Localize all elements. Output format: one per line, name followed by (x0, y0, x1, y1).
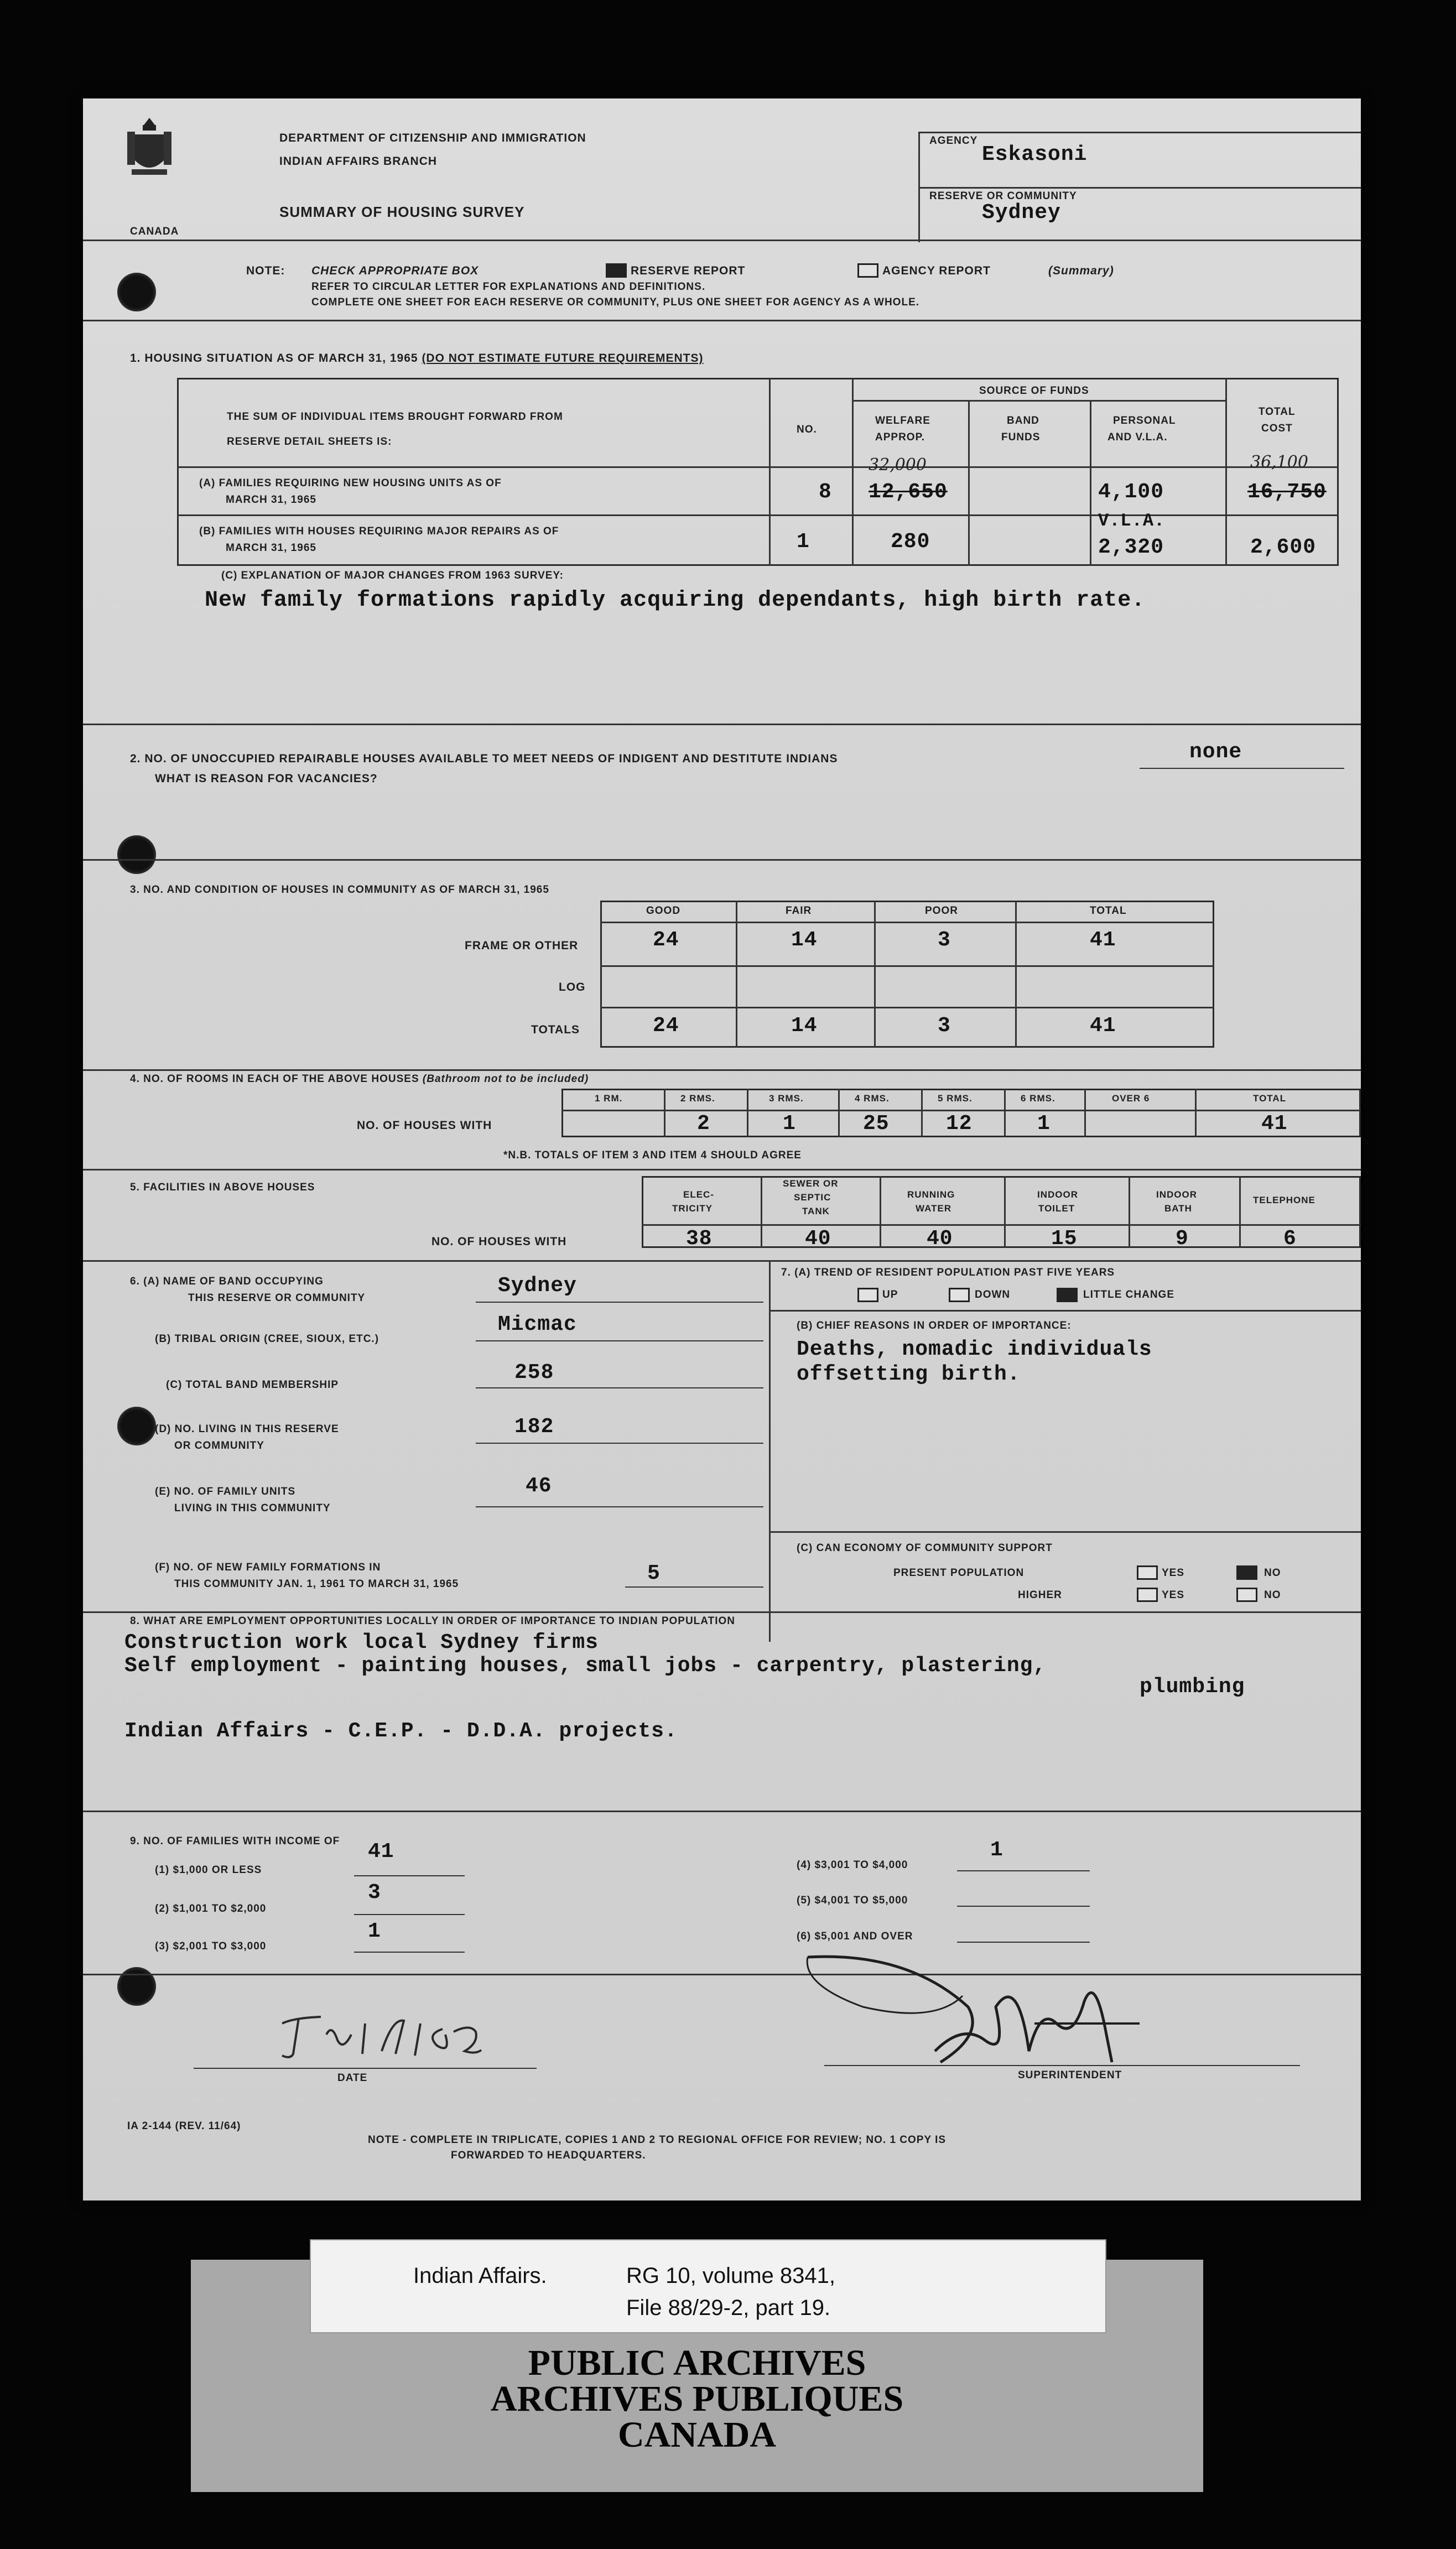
s3-row-frame-label: FRAME OR OTHER (465, 939, 579, 952)
s7-higher-yes-checkbox[interactable] (1137, 1588, 1158, 1602)
s5-col-3a: RUNNING (907, 1189, 955, 1200)
s5-col-2a: SEWER OR (783, 1178, 839, 1189)
s4-val-3: 1 (783, 1112, 796, 1136)
s8-line-1: Construction work local Sydney firms (124, 1631, 599, 1655)
note-line-2: REFER TO CIRCULAR LETTER FOR EXPLANATIONS AND DEFINITIONS. (311, 281, 706, 293)
agency-report-label: AGENCY REPORT (882, 264, 991, 277)
survey-form (83, 98, 1361, 2201)
s3-row-log-label: LOG (559, 981, 586, 993)
s6-b-value: Micmac (498, 1313, 577, 1336)
reserve-label: RESERVE OR COMMUNITY (929, 190, 1077, 202)
department-label: DEPARTMENT OF CITIZENSHIP AND IMMIGRATION (279, 132, 586, 144)
agency-report-checkbox[interactable] (857, 263, 878, 278)
s5-title: 5. FACILITIES IN ABOVE HOUSES (130, 1182, 315, 1193)
note-check-text: CHECK APPROPRIATE BOX (311, 264, 479, 277)
s7-down-checkbox[interactable] (949, 1288, 970, 1302)
s1-col-welfare-1: WELFARE (875, 415, 930, 426)
s1-row-b-label-2: MARCH 31, 1965 (226, 542, 316, 554)
s6-b-label: (B) TRIBAL ORIGIN (CREE, SIOUX, ETC.) (155, 1333, 379, 1345)
s6-f-label-1: (F) NO. OF NEW FAMILY FORMATIONS IN (155, 1562, 381, 1573)
s7-b-value-2: offsetting birth. (797, 1362, 1021, 1386)
caption-left: Indian Affairs. (413, 2264, 547, 2288)
s6-f-value: 5 (647, 1562, 661, 1585)
s2-line-1: 2. NO. OF UNOCCUPIED REPAIRABLE HOUSES AVAILABLE TO MEET NEEDS OF INDIGENT AND DESTITUTE INDIANS (130, 752, 838, 765)
s4-col-1: 1 RM. (595, 1093, 623, 1104)
s7-a-label: 7. (A) TREND OF RESIDENT POPULATION PAST FIVE YEARS (781, 1267, 1115, 1278)
binder-hole-4 (117, 1967, 156, 2006)
s4-col-6: 6 RMS. (1021, 1093, 1055, 1104)
s6-d-value: 182 (514, 1415, 554, 1439)
date-label: DATE (337, 2072, 368, 2084)
s3-frame-poor: 3 (938, 928, 951, 952)
s1-col-personal-2: AND V.L.A. (1107, 431, 1168, 443)
s5-row-label: NO. OF HOUSES WITH (431, 1235, 567, 1248)
s5-col-5a: INDOOR (1156, 1189, 1197, 1200)
s7-higher-label: HIGHER (1018, 1589, 1062, 1601)
s3-totals-poor: 3 (938, 1014, 951, 1038)
s6-d-label-2: OR COMMUNITY (174, 1440, 264, 1452)
s7-up-checkbox[interactable] (857, 1288, 878, 1302)
s9-title: 9. NO. OF FAMILIES WITH INCOME OF (130, 1835, 340, 1847)
s4-col-7: OVER 6 (1112, 1093, 1150, 1104)
s9-r1-value: 41 (368, 1840, 394, 1864)
s4-val-6: 1 (1037, 1112, 1051, 1136)
s1-row-a-personal: 4,100 (1098, 480, 1164, 504)
s7-up-label: UP (882, 1289, 898, 1300)
s9-r2-value: 3 (368, 1881, 381, 1905)
s6-e-value: 46 (526, 1474, 552, 1498)
s3-totals-fair: 14 (791, 1014, 818, 1038)
s1-row-b-total: 2,600 (1250, 535, 1317, 559)
s4-val-4: 25 (863, 1112, 890, 1136)
s5-col-1a: ELEC- (683, 1189, 714, 1200)
s2-line-2: WHAT IS REASON FOR VACANCIES? (155, 772, 378, 785)
s6-c-value: 258 (514, 1361, 554, 1385)
s3-col-total: TOTAL (1090, 905, 1127, 917)
s1-sum-text-1: THE SUM OF INDIVIDUAL ITEMS BROUGHT FORWARD FROM (227, 411, 563, 423)
s9-r1-label: (1) $1,000 OR LESS (155, 1864, 262, 1876)
s5-val-water: 40 (927, 1227, 953, 1251)
s4-col-4: 4 RMS. (855, 1093, 890, 1104)
s3-frame-total: 41 (1090, 928, 1116, 952)
s3-col-fair: FAIR (786, 905, 812, 917)
date-handwriting-icon (260, 2001, 537, 2068)
s1-row-b-personal-top: V.L.A. (1098, 511, 1166, 531)
s1-row-c-label: (C) EXPLANATION OF MAJOR CHANGES FROM 1963 SURVEY: (221, 570, 564, 581)
s1-sum-text-2: RESERVE DETAIL SHEETS IS: (227, 436, 392, 448)
s6-f-label-2: THIS COMMUNITY JAN. 1, 1961 TO MARCH 31, 1965 (174, 1578, 459, 1590)
s6-d-label-1: (D) NO. LIVING IN THIS RESERVE (155, 1423, 339, 1435)
caption-right-1: RG 10, volume 8341, (626, 2264, 835, 2288)
branch-label: INDIAN AFFAIRS BRANCH (279, 155, 438, 168)
archives-line-3: CANADA (618, 2415, 776, 2455)
s1-col-no: NO. (797, 424, 817, 435)
archives-line-2: ARCHIVES PUBLIQUES (490, 2379, 904, 2419)
s1-source-of-funds: SOURCE OF FUNDS (979, 385, 1089, 397)
s6-a-label-1: 6. (A) NAME OF BAND OCCUPYING (130, 1276, 324, 1287)
s9-r2-label: (2) $1,001 TO $2,000 (155, 1903, 267, 1915)
s7-b-label: (B) CHIEF REASONS IN ORDER OF IMPORTANCE: (797, 1320, 1072, 1331)
s4-val-5: 12 (946, 1112, 973, 1136)
footer-note-2: FORWARDED TO HEADQUARTERS. (451, 2150, 646, 2161)
note-label: NOTE: (246, 264, 285, 277)
archives-line-1: PUBLIC ARCHIVES (528, 2343, 866, 2383)
s6-c-label: (C) TOTAL BAND MEMBERSHIP (166, 1379, 339, 1391)
s4-nb: *N.B. TOTALS OF ITEM 3 AND ITEM 4 SHOULD AGREE (503, 1149, 802, 1161)
s7-higher-no-label: NO (1264, 1589, 1281, 1601)
s3-totals-total: 41 (1090, 1014, 1116, 1038)
agency-report-sub: (Summary) (1048, 264, 1114, 277)
s4-col-3: 3 RMS. (769, 1093, 804, 1104)
archive-caption (310, 2239, 1106, 2333)
s9-r3-label: (3) $2,001 TO $3,000 (155, 1941, 267, 1952)
s4-val-2: 2 (697, 1112, 710, 1136)
caption-right-2: File 88/29-2, part 19. (626, 2296, 831, 2320)
s6-a-label-2: THIS RESERVE OR COMMUNITY (188, 1292, 366, 1304)
s3-totals-good: 24 (653, 1014, 679, 1038)
s1-row-b-personal: 2,320 (1098, 535, 1164, 559)
s8-line-3: Indian Affairs - C.E.P. - D.D.A. projects. (124, 1719, 678, 1743)
s1-row-a-label-2: MARCH 31, 1965 (226, 494, 316, 506)
s4-val-total: 41 (1261, 1112, 1288, 1136)
s7-present-yes-checkbox[interactable] (1137, 1565, 1158, 1580)
s3-row-totals-label: TOTALS (531, 1023, 580, 1036)
s9-r3-value: 1 (368, 1919, 381, 1943)
s7-b-value-1: Deaths, nomadic individuals (797, 1338, 1152, 1361)
s1-col-band-1: BAND (1007, 415, 1039, 426)
footer-note-1: NOTE - COMPLETE IN TRIPLICATE, COPIES 1 AND 2 TO REGIONAL OFFICE FOR REVIEW; NO. 1 COPY IS (368, 2134, 947, 2146)
s9-r4-value: 1 (990, 1838, 1003, 1862)
s5-val-bath: 9 (1176, 1227, 1189, 1251)
note-line-3: COMPLETE ONE SHEET FOR EACH RESERVE OR COMMUNITY, PLUS ONE SHEET FOR AGENCY AS A WHOLE. (311, 296, 920, 308)
s5-col-5b: BATH (1164, 1203, 1192, 1214)
s5-col-3b: WATER (916, 1203, 952, 1214)
s3-col-poor: POOR (925, 905, 958, 917)
reserve-report-label: RESERVE REPORT (631, 264, 746, 277)
form-number: IA 2-144 (REV. 11/64) (127, 2120, 241, 2132)
reserve-value: Sydney (982, 201, 1061, 225)
s3-frame-good: 24 (653, 928, 679, 952)
s5-col-6: TELEPHONE (1253, 1195, 1315, 1205)
s5-col-2b: SEPTIC (794, 1192, 831, 1203)
s7-down-label: DOWN (975, 1289, 1011, 1300)
s4-row-label: NO. OF HOUSES WITH (357, 1119, 492, 1132)
s1-col-personal-1: PERSONAL (1113, 415, 1176, 426)
s5-val-electricity: 38 (686, 1227, 713, 1251)
form-title: SUMMARY OF HOUSING SURVEY (279, 204, 525, 220)
s2-value: none (1189, 740, 1242, 764)
s1-row-a-total: 16,750 (1247, 480, 1327, 504)
s1-row-a-no: 8 (819, 480, 832, 504)
s5-val-sewer: 40 (805, 1227, 831, 1251)
s8-title: 8. WHAT ARE EMPLOYMENT OPPORTUNITIES LOCALLY IN ORDER OF IMPORTANCE TO INDIAN POPULATION (130, 1615, 735, 1627)
s4-title: 4. NO. OF ROOMS IN EACH OF THE ABOVE HOUSES (Bathroom not to be included) (130, 1073, 589, 1085)
s1-row-a-total-hand: 36,100 (1250, 452, 1308, 472)
binder-hole-1 (117, 273, 156, 311)
s8-line-2b: plumbing (1140, 1675, 1245, 1699)
agency-label: AGENCY (929, 135, 978, 147)
s4-col-2: 2 RMS. (680, 1093, 715, 1104)
s3-frame-fair: 14 (791, 928, 818, 952)
s7-present-no-checkbox[interactable] (1236, 1565, 1257, 1580)
agency-value: Eskasoni (982, 143, 1088, 167)
s7-little-change-checkbox[interactable] (1057, 1288, 1078, 1302)
s9-r5-label: (5) $4,001 TO $5,000 (797, 1895, 908, 1906)
s4-col-5: 5 RMS. (938, 1093, 973, 1104)
s7-present-no-label: NO (1264, 1567, 1281, 1579)
s5-table (642, 1176, 1361, 1248)
s7-c-label: (C) CAN ECONOMY OF COMMUNITY SUPPORT (797, 1542, 1053, 1554)
binder-hole-2 (117, 835, 156, 874)
superintendent-label: SUPERINTENDENT (1018, 2069, 1122, 2081)
s1-col-total-1: TOTAL (1259, 406, 1296, 418)
canada-label: CANADA (130, 226, 179, 237)
canada-crest-icon (127, 115, 171, 181)
s7-little-change-label: LITTLE CHANGE (1083, 1289, 1174, 1300)
s7-higher-no-checkbox[interactable] (1236, 1588, 1257, 1602)
s1-col-total-2: COST (1261, 423, 1293, 434)
s4-col-8: TOTAL (1253, 1093, 1287, 1104)
s9-r4-label: (4) $3,001 TO $4,000 (797, 1859, 908, 1871)
s5-val-toilet: 15 (1051, 1227, 1078, 1251)
s6-e-label-1: (E) NO. OF FAMILY UNITS (155, 1486, 296, 1497)
s1-row-a-welfare: 12,650 (869, 480, 948, 504)
s7-present-label: PRESENT POPULATION (893, 1567, 1025, 1579)
reserve-report-checkbox[interactable] (606, 263, 627, 278)
s1-col-band-2: FUNDS (1001, 431, 1041, 443)
s5-col-2c: TANK (802, 1206, 830, 1216)
s1-title: 1. HOUSING SITUATION AS OF MARCH 31, 1965 (DO NOT ESTIMATE FUTURE REQUIREMENTS) (130, 352, 704, 365)
s1-row-b-welfare: 280 (891, 530, 930, 554)
s1-row-a-label-1: (A) FAMILIES REQUIRING NEW HOUSING UNITS AS OF (199, 477, 502, 489)
binder-hole-3 (117, 1407, 156, 1445)
s5-col-1b: TRICITY (672, 1203, 713, 1214)
s1-col-welfare-2: APPROP. (875, 431, 925, 443)
s7-present-yes-label: YES (1162, 1567, 1185, 1579)
s5-col-4b: TOILET (1038, 1203, 1075, 1214)
s9-r6-label: (6) $5,001 AND OVER (797, 1931, 913, 1942)
s1-row-a-welfare-hand: 32,000 (869, 455, 927, 475)
s8-line-2: Self employment - painting houses, small jobs - carpentry, plastering, (124, 1654, 1047, 1678)
s1-row-b-label-1: (B) FAMILIES WITH HOUSES REQUIRING MAJOR REPAIRS AS OF (199, 526, 559, 537)
s6-e-label-2: LIVING IN THIS COMMUNITY (174, 1502, 331, 1514)
s1-row-c-value: New family formations rapidly acquiring dependants, high birth rate. (205, 588, 1146, 613)
s1-row-b-no: 1 (797, 530, 810, 554)
s1-table (177, 378, 1339, 566)
s5-val-telephone: 6 (1283, 1227, 1297, 1251)
s7-higher-yes-label: YES (1162, 1589, 1185, 1601)
s5-col-4a: INDOOR (1037, 1189, 1078, 1200)
s3-col-good: GOOD (646, 905, 681, 917)
s6-a-value: Sydney (498, 1274, 577, 1298)
signature-icon (797, 1941, 1239, 2079)
s3-title: 3. NO. AND CONDITION OF HOUSES IN COMMUNITY AS OF MARCH 31, 1965 (130, 884, 549, 896)
